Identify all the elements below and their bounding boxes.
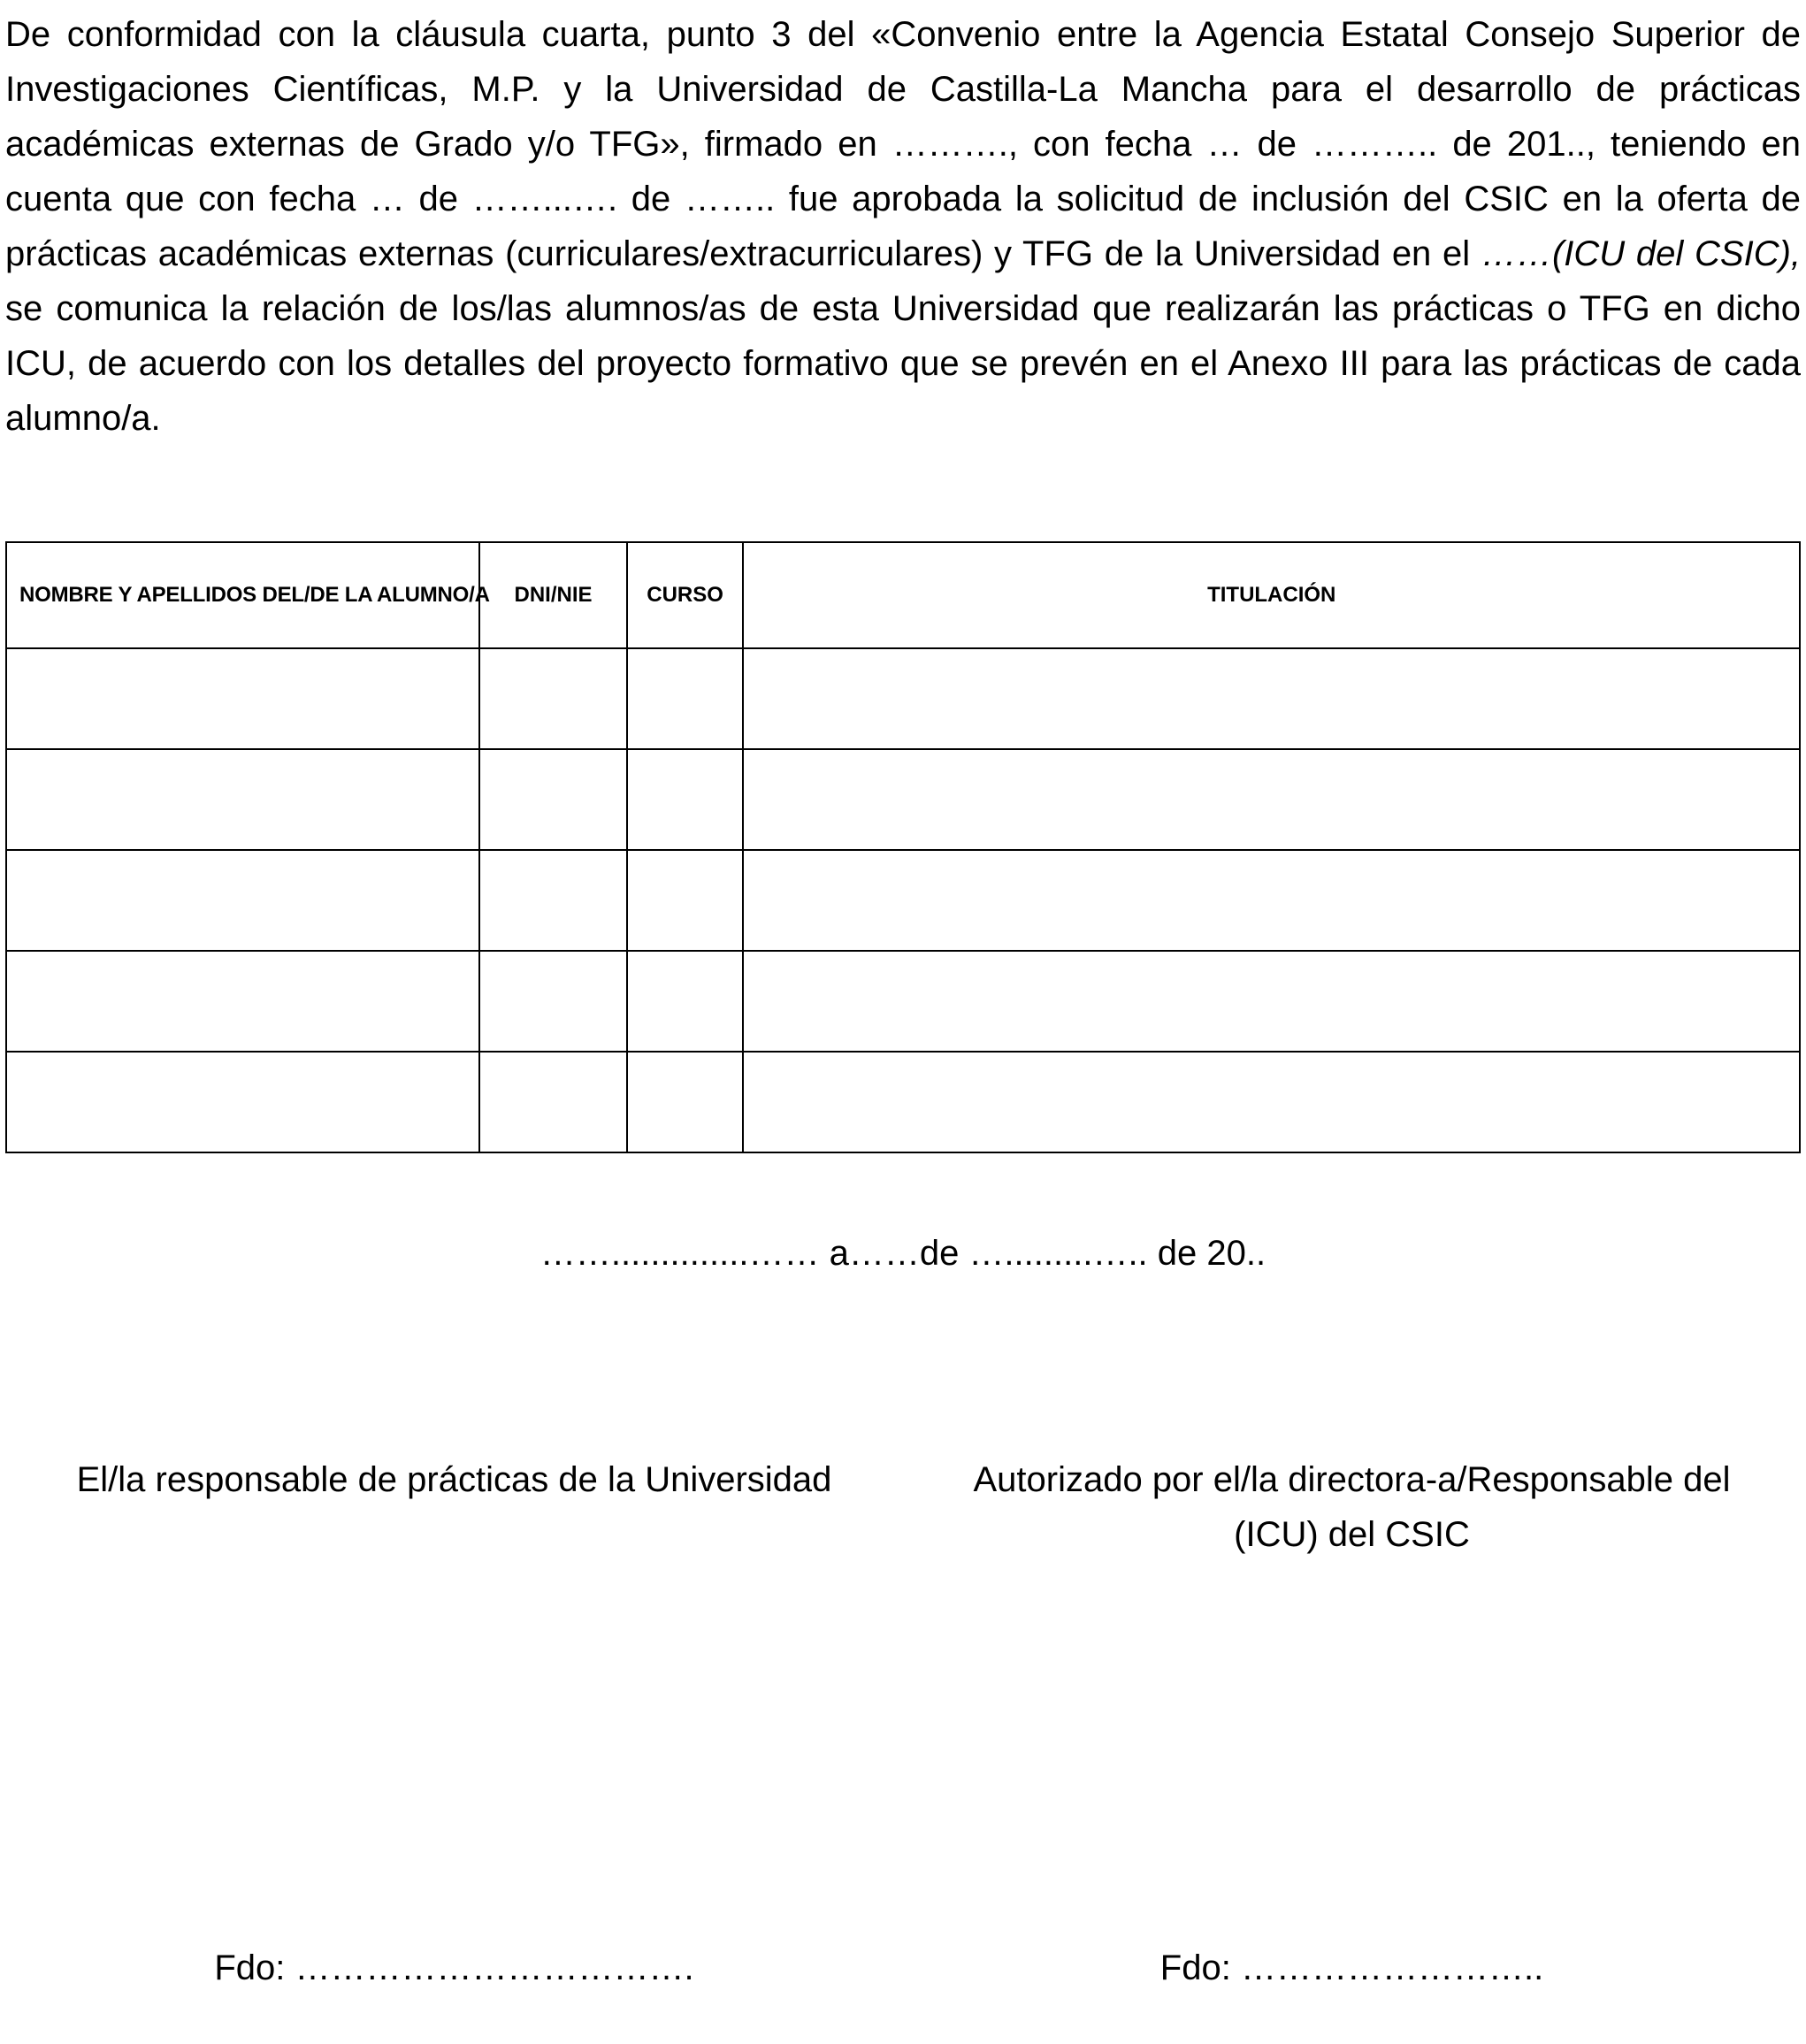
- table-cell-empty[interactable]: [743, 749, 1800, 850]
- signature-right-label-line2: (ICU) del CSIC: [1234, 1515, 1470, 1554]
- table-cell-empty[interactable]: [627, 1052, 744, 1152]
- table-cell-empty[interactable]: [627, 850, 744, 951]
- table-cell-empty[interactable]: [627, 951, 744, 1052]
- table-cell-empty[interactable]: [743, 648, 1800, 749]
- intro-text-italic: ……(ICU del CSIC),: [1481, 234, 1802, 273]
- fdo-right-line: Fdo: ……………………..: [1159, 1948, 1544, 1987]
- students-table-body: [6, 648, 1800, 1152]
- signature-right: [903, 1452, 1801, 1562]
- table-cell-empty[interactable]: [6, 850, 479, 951]
- table-cell-empty[interactable]: [6, 1052, 479, 1152]
- table-row: [6, 648, 1800, 749]
- table-cell-empty[interactable]: [743, 1052, 1800, 1152]
- date-place-line: ……..............…… a……de ….........….. de 20..: [540, 1234, 1266, 1273]
- fdo-row: [5, 1946, 1801, 1990]
- intro-text-part1: De conformidad con la cláusula cuarta, punto 3 del «Convenio entre la Agencia Estatal Consejo Superior de Investigaciones Científicas, M.P. y la Universidad de Castilla-La Mancha para el desarrollo de prácticas académicas externas de Grado y/o TFG», firmado en ………., con fecha … de ……….. de 201.., teniendo en cuenta que con fecha … de ……...…. de …….. fue aprobada la solicitud de inclusión del CSIC en la oferta de prácticas académicas externas (curriculares/extracurriculares) y TFG de la Universidad en el: [5, 15, 1801, 273]
- table-cell-empty[interactable]: [479, 749, 626, 850]
- fdo-left-line: Fdo: …………………………….: [214, 1948, 694, 1987]
- signature-row: [5, 1452, 1801, 1562]
- table-cell-empty[interactable]: [743, 850, 1800, 951]
- column-header-curso: CURSO: [627, 542, 744, 648]
- table-cell-empty[interactable]: [479, 850, 626, 951]
- table-row: [6, 749, 1800, 850]
- signature-right-label-line1: Autorizado por el/la directora-a/Responsable del: [973, 1460, 1731, 1499]
- intro-paragraph: [5, 7, 1801, 446]
- table-cell-empty[interactable]: [743, 951, 1800, 1052]
- intro-text-part3: se comunica la relación de los/las alumnos/as de esta Universidad que realizarán las prácticas o TFG en dicho ICU, de acuerdo con los detalles del proyecto formativo que se prevén en el Anexo III para las prácticas de cada alumno/a.: [5, 289, 1801, 438]
- table-cell-empty[interactable]: [479, 648, 626, 749]
- column-header-nombre-apellidos: NOMBRE Y APELLIDOS DEL/DE LA ALUMNO/A: [6, 542, 479, 648]
- table-cell-empty[interactable]: [6, 749, 479, 850]
- table-row: [6, 1052, 1800, 1152]
- signature-left: [5, 1452, 903, 1562]
- table-cell-empty[interactable]: [6, 951, 479, 1052]
- table-cell-empty[interactable]: [627, 648, 744, 749]
- table-cell-empty[interactable]: [479, 1052, 626, 1152]
- table-cell-empty[interactable]: [627, 749, 744, 850]
- students-table-head: [6, 542, 1800, 648]
- table-row: [6, 951, 1800, 1052]
- column-header-dni-nie: DNI/NIE: [479, 542, 626, 648]
- students-table: [5, 541, 1801, 1153]
- column-header-titulacion: TITULACIÓN: [743, 542, 1800, 648]
- table-row: [6, 850, 1800, 951]
- table-cell-empty[interactable]: [479, 951, 626, 1052]
- table-header-row: [6, 542, 1800, 648]
- signature-left-label: El/la responsable de prácticas de la Universidad: [76, 1460, 832, 1499]
- table-cell-empty[interactable]: [6, 648, 479, 749]
